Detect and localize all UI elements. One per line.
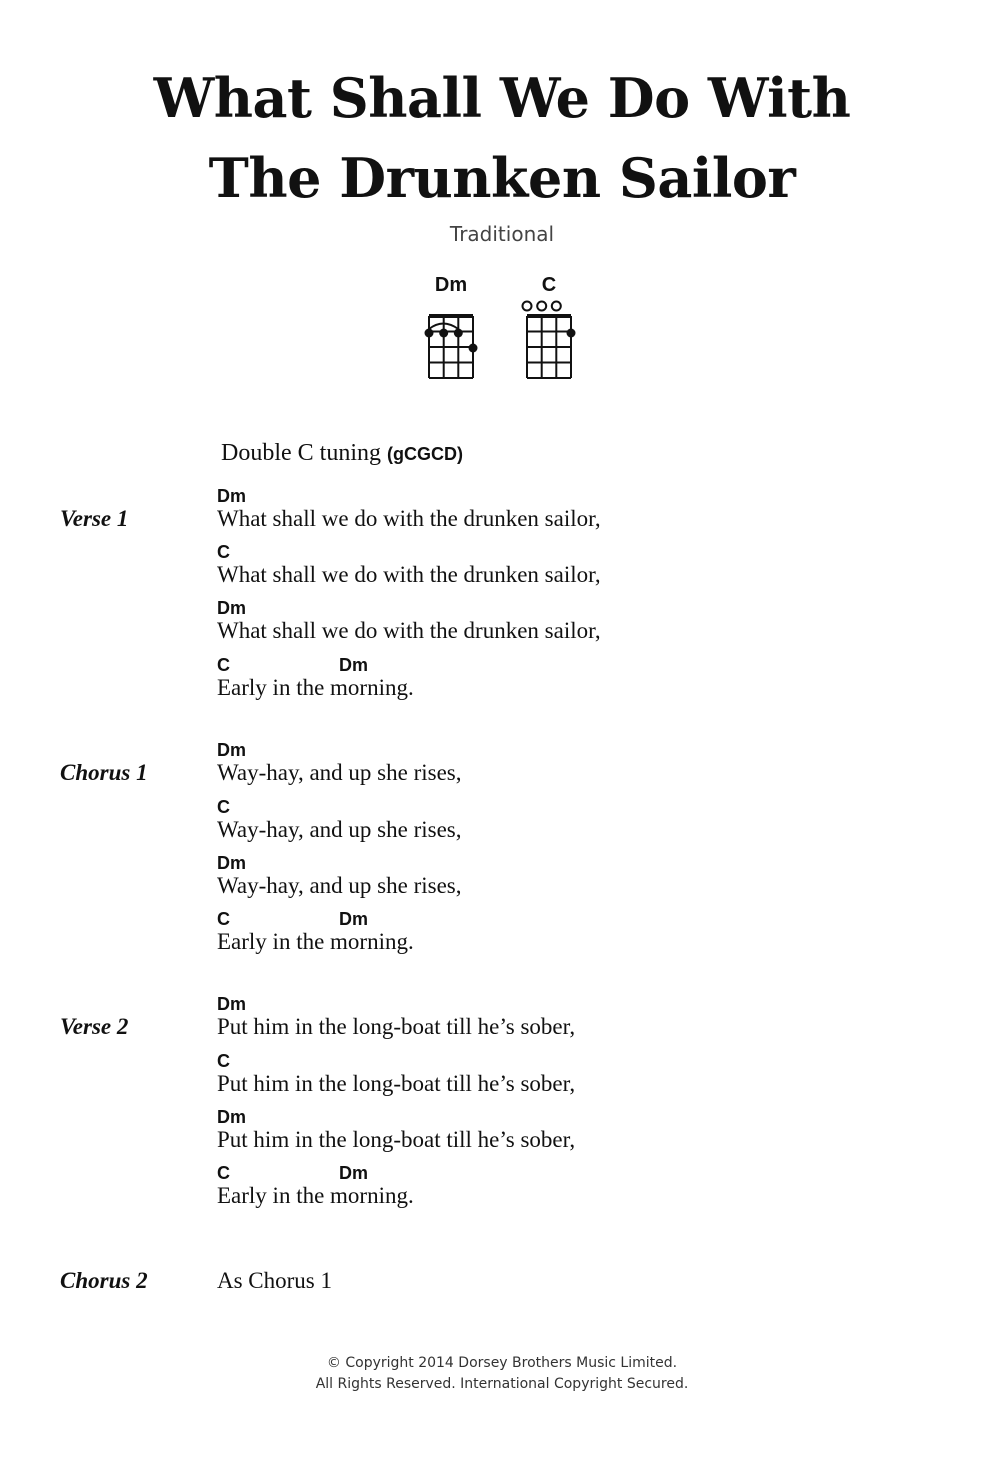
chord-symbol: Dm (339, 1163, 369, 1183)
chord-symbol: Dm (217, 740, 247, 760)
chord-diagram-name: C (541, 274, 557, 296)
composer-credit: Traditional (449, 222, 555, 246)
chord-symbol: C (217, 909, 230, 929)
lyric-line: Early in the morning. (217, 675, 414, 700)
section-label-verse-1: Verse 1 (60, 506, 129, 531)
copyright-line: © Copyright 2014 Dorsey Brothers Music Limited. (326, 1355, 678, 1371)
section-label-verse-2: Verse 2 (60, 1014, 129, 1039)
chord-symbol: Dm (339, 909, 369, 929)
chord-symbol: C (217, 1163, 230, 1183)
song-title-line-1: What Shall We Do With (153, 66, 851, 130)
tuning-label: Double C tuning (221, 440, 381, 466)
chord-symbol: C (217, 655, 230, 675)
dm-fretboard-diagram (421, 298, 481, 380)
lyric-line: Early in the morning. (217, 929, 414, 954)
lyric-line: Way-hay, and up she rises, (217, 760, 462, 785)
chord-symbol: C (217, 1051, 230, 1071)
lyric-line: What shall we do with the drunken sailor, (217, 506, 601, 531)
chord-symbol: C (217, 797, 230, 817)
chord-symbol: Dm (217, 598, 247, 618)
chord-diagram-name: Dm (434, 274, 468, 296)
chord-symbol: Dm (217, 486, 247, 506)
chord-diagram-dm (421, 272, 481, 380)
chord-diagram-c (519, 272, 579, 380)
tuning-note (221, 440, 463, 467)
section-label-chorus-2: Chorus 2 (60, 1268, 148, 1293)
rights-line: All Rights Reserved. International Copyright Secured. (315, 1376, 689, 1392)
chord-symbol: Dm (217, 1107, 247, 1127)
c-fretboard-diagram (519, 298, 579, 380)
lyric-line: Put him in the long-boat till he’s sober, (217, 1014, 576, 1039)
section-label-chorus-1: Chorus 1 (60, 760, 148, 785)
chord-symbol: Dm (339, 655, 369, 675)
lyric-line: Way-hay, and up she rises, (217, 817, 462, 842)
lyric-line: As Chorus 1 (217, 1268, 333, 1293)
lyric-line: Put him in the long-boat till he’s sober, (217, 1127, 576, 1152)
lyric-line: Early in the morning. (217, 1183, 414, 1208)
lyric-line: Put him in the long-boat till he’s sober, (217, 1071, 576, 1096)
tuning-code: (gCGCD) (387, 444, 463, 464)
chord-symbol: C (217, 542, 230, 562)
lyric-line: What shall we do with the drunken sailor, (217, 562, 601, 587)
song-title-line-2: The Drunken Sailor (208, 146, 796, 210)
chord-symbol: Dm (217, 994, 247, 1014)
chord-symbol: Dm (217, 853, 247, 873)
lyric-line: What shall we do with the drunken sailor, (217, 618, 601, 643)
lyric-line: Way-hay, and up she rises, (217, 873, 462, 898)
